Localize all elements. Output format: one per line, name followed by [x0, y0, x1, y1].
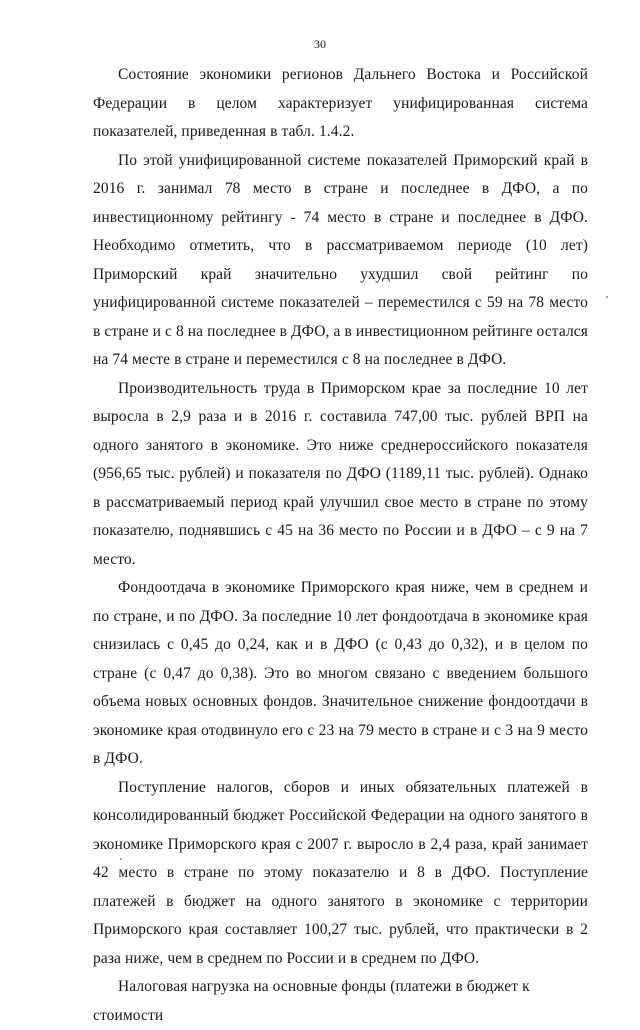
scan-speck: [120, 858, 122, 860]
document-body: [93, 61, 588, 1030]
paragraph-3: Производительность труда в Приморском крае за последние 10 лет выросла в 2,9 раза и в 2016 г. составила 747,00 тыс. рублей ВРП на одного занятого в экономике. Это ниже среднероссийского показателя (956,65 тыс. рублей) и показателя по ДФО (1189,11 тыс. рублей). Однако в рассматриваемый период край улучшил свое место в стране по этому показателю, поднявшись с 45 на 36 место по России и в ДФО – с 9 на 7 место.: [93, 379, 588, 568]
paragraph-5: Поступление налогов, сборов и иных обязательных платежей в консолидированный бюджет Российской Федерации на одного занятого в экономике Приморского края с 2007 г. выросло в 2,4 раза, край занимает 42 место в стране по этому показателю и 8 в ДФО. Поступление платежей в бюджет на одного занятого в экономике с территории Приморского края составляет 100,27 тыс. рублей, что практически в 2 раза ниже, чем в среднем по России и в среднем по ДФО.: [93, 778, 588, 967]
paragraph-4: Фондоотдача в экономике Приморского края ниже, чем в среднем и по стране, и по ДФО. За последние 10 лет фондоотдача в экономике края снизилась с 0,45 до 0,24, как и в ДФО (с 0,43 до 0,32), и в целом по стране (с 0,47 до 0,38). Это во многом связано с введением большого объема новых основных фондов. Значительное снижение фондоотдачи в экономике края отодвинуло его с 23 на 79 место в стране и с 3 на 9 место в ДФО.: [93, 579, 588, 767]
paragraph-2: По этой унифицированной системе показателей Приморский край в 2016 г. занимал 78 место в стране и последнее в ДФО, а по инвестиционному рейтингу - 74 место в стране и последнее в ДФО. Необходимо отметить, что в рассматриваемом периоде (10 лет) Приморский край значительно ухудшил свой рейтинг по унифицированной системе показателей – переместился с 59 на 78 место в стране и с 8 на последнее в ДФО, а в инвестиционном рейтинге остался на 74 месте в стране и переместился с 8 на последнее в ДФО.: [93, 151, 588, 368]
scan-speck: [606, 296, 608, 298]
paragraph-6: Налоговая нагрузка на основные фонды (платежи в бюджет к стоимости: [93, 978, 530, 1024]
page-number: 30: [314, 37, 326, 51]
paragraph-1: Состояние экономики регионов Дальнего Востока и Российской Федерации в целом характеризует унифицированная система показателей, приведенная в табл. 1.4.2.: [93, 66, 588, 140]
